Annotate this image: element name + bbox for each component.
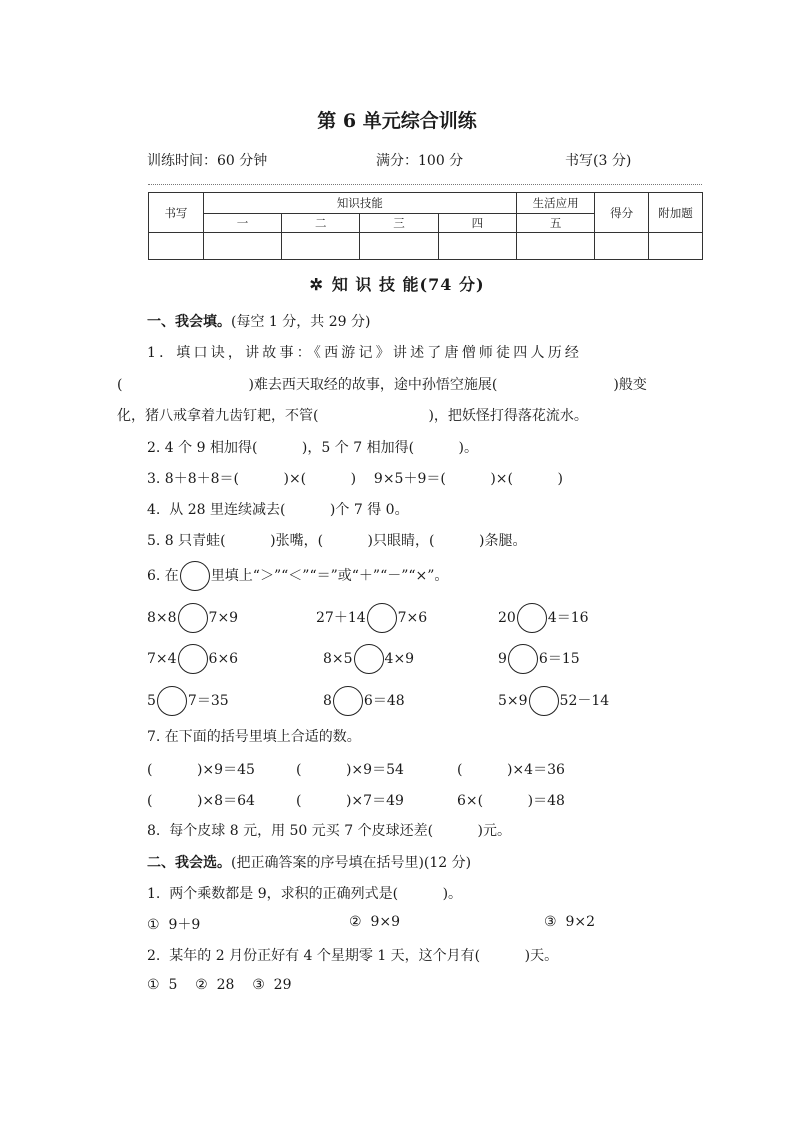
answer-circle[interactable] [178, 644, 208, 674]
cmp-item: 7×4 6×6 [147, 644, 238, 674]
part1-heading: 一、我会填。(每空 1 分，共 29 分) [147, 314, 371, 330]
q7: 7. 在下面的括号里填上合适的数。 [147, 729, 361, 745]
cmp-item: 5×9 52－14 [498, 686, 609, 716]
q7-item: ( )×9＝45 [147, 762, 255, 778]
th-life: 生活应用 [516, 193, 594, 214]
cell-5[interactable] [516, 233, 594, 260]
q8: 8. 每个皮球 8 元，用 50 元买 7 个皮球还差( )元。 [147, 823, 512, 839]
divider [148, 184, 702, 185]
p2-q1: 1. 两个乘数都是 9，求积的正确列式是( )。 [147, 886, 463, 902]
answer-circle[interactable] [157, 686, 187, 716]
cmp-item: 20 4＝16 [498, 603, 589, 633]
th-1: 一 [203, 214, 281, 233]
cell-3[interactable] [360, 233, 438, 260]
q3: 3. 8＋8＋8＝( )×( ) 9×5＋9＝( )×( ) [147, 471, 563, 487]
q7-item: ( )×9＝54 [296, 762, 404, 778]
answer-circle[interactable] [178, 603, 208, 633]
cmp-item: 5 7＝35 [147, 686, 229, 716]
answer-circle[interactable] [333, 686, 363, 716]
writing-score: 书写(3 分) [565, 153, 632, 169]
th-extra: 附加题 [649, 193, 703, 233]
flower-icon: ✲ [309, 275, 324, 294]
cell-4[interactable] [438, 233, 516, 260]
circle-example [180, 561, 210, 591]
q1-line3: 化，猪八戒拿着九齿钉耙，不管( )，把妖怪打得落花流水。 [117, 408, 588, 424]
cell-writing[interactable] [149, 233, 204, 260]
th-2: 二 [282, 214, 360, 233]
th-knowledge: 知识技能 [203, 193, 516, 214]
q7-item: ( )×4＝36 [457, 762, 565, 778]
cmp-item: 27＋14 7×6 [316, 603, 427, 633]
th-4: 四 [438, 214, 516, 233]
q6: 6. 在 里填上“＞”“＜”“＝”或“＋”“－”“×”。 [147, 561, 448, 591]
th-3: 三 [360, 214, 438, 233]
answer-circle[interactable] [517, 603, 547, 633]
option[interactable]: ② 9×9 [349, 914, 400, 930]
section-heading: ✲ 知 识 技 能(74 分) [309, 275, 485, 294]
cell-1[interactable] [203, 233, 281, 260]
p2-q2-options[interactable]: ① 5 ② 28 ③ 29 [147, 977, 292, 993]
cell-score[interactable] [595, 233, 649, 260]
part2-heading: 二、我会选。(把正确答案的序号填在括号里)(12 分) [147, 855, 472, 871]
q7-item: ( )×8＝64 [147, 793, 255, 809]
training-time: 训练时间：60 分钟 [147, 153, 268, 169]
answer-circle[interactable] [367, 603, 397, 633]
cell-extra[interactable] [649, 233, 703, 260]
q7-item: ( )×7＝49 [296, 793, 404, 809]
option[interactable]: ③ 9×2 [544, 914, 595, 930]
q5: 5. 8 只青蛙( )张嘴，( )只眼睛，( )条腿。 [147, 533, 527, 549]
q4: 4. 从 28 里连续减去( )个 7 得 0。 [147, 502, 409, 518]
option[interactable]: ① 9＋9 [147, 917, 201, 933]
answer-circle[interactable] [529, 686, 559, 716]
page-title: 第 6 单元综合训练 [317, 110, 477, 132]
answer-circle[interactable] [508, 644, 538, 674]
q7-item: 6×( )＝48 [457, 793, 565, 809]
cmp-item: 9 6＝15 [498, 644, 580, 674]
p2-q2: 2. 某年的 2 月份正好有 4 个星期零 1 天，这个月有( )天。 [147, 948, 559, 964]
cmp-item: 8 6＝48 [323, 686, 405, 716]
q1-line1: 1．填口诀，讲故事：《西游记》讲述了唐僧师徒四人历经 [147, 345, 583, 361]
th-5: 五 [516, 214, 594, 233]
answer-circle[interactable] [354, 644, 384, 674]
th-score: 得分 [595, 193, 649, 233]
full-score: 满分：100 分 [376, 153, 464, 169]
score-table [148, 192, 703, 260]
cmp-item: 8×5 4×9 [323, 644, 414, 674]
cmp-item: 8×8 7×9 [147, 603, 238, 633]
th-writing: 书写 [149, 193, 204, 233]
q2: 2. 4 个 9 相加得( )，5 个 7 相加得( )。 [147, 440, 478, 456]
cell-2[interactable] [282, 233, 360, 260]
q1-line2: ( )难去西天取经的故事，途中孙悟空施展( )般变 [117, 377, 647, 393]
